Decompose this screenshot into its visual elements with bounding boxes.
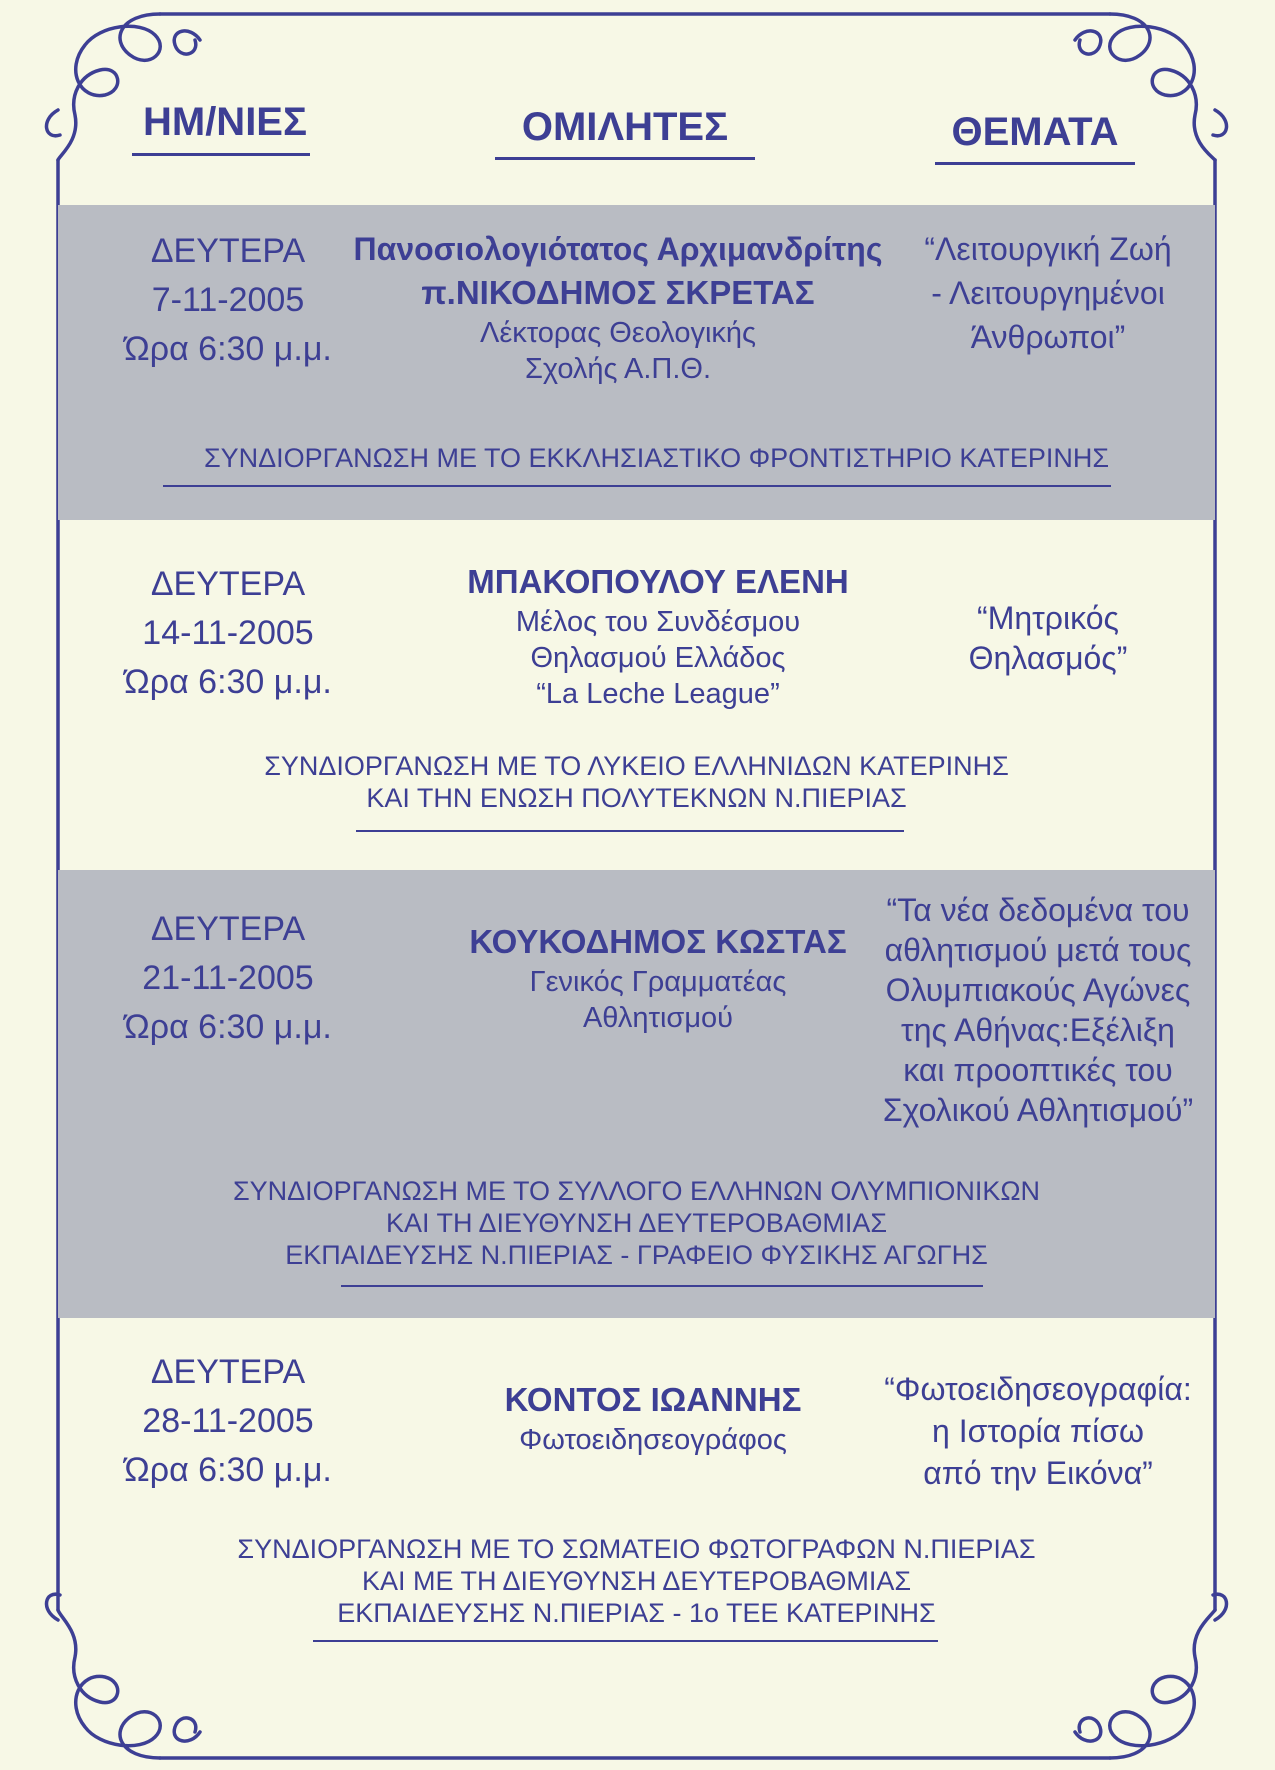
speaker-role-line: Λέκτορας Θεολογικής	[479, 317, 757, 349]
topic-line: Ολυμπιακούς Αγώνες	[885, 972, 1191, 1008]
header-dates-underline	[132, 153, 310, 156]
event-3	[58, 870, 1215, 1318]
topic-line: από την Εικόνα”	[923, 1455, 1153, 1491]
topic-line: της Αθήνας:Εξέλιξη	[901, 1012, 1175, 1048]
co-org-line: ΣΥΝΔΙΟΡΓΑΝΩΣΗ ΜΕ ΤΟ ΕΚΚΛΗΣΙΑΣΤΙΚΟ ΦΡΟΝΤΙΣΤΗΡΙΟ ΚΑΤΕΡΙΝΗΣ	[203, 443, 1110, 473]
event-speaker-block	[363, 1378, 943, 1458]
speaker-role-line: Γενικός Γραμματέας	[529, 966, 787, 998]
event-date-block	[88, 905, 368, 1052]
event-co-organizer	[58, 750, 1215, 814]
event-day: ΔΕΥΤΕΡΑ	[150, 1353, 306, 1391]
event-topic-block	[858, 1368, 1218, 1494]
event-divider	[341, 1285, 983, 1287]
event-topic-block	[868, 227, 1228, 359]
co-org-line: ΣΥΝΔΙΟΡΓΑΝΩΣΗ ΜΕ ΤΟ ΛΥΚΕΙΟ ΕΛΛΗΝΙΔΩΝ ΚΑΤΕΡΙΝΗΣ	[264, 751, 1009, 781]
event-divider	[313, 1640, 938, 1642]
speaker-role-line: Θηλασμού Ελλάδος	[530, 642, 786, 674]
topic-line: “Φωτοειδησεογραφία:	[884, 1371, 1192, 1407]
event-2	[58, 520, 1215, 870]
event-day: ΔΕΥΤΕΡΑ	[150, 565, 306, 603]
event-date: 28-11-2005	[142, 1402, 314, 1440]
event-day: ΔΕΥΤΕΡΑ	[150, 910, 306, 948]
speaker-role-line: “La Leche League”	[536, 678, 780, 710]
topic-line: “Τα νέα δεδομένα του	[886, 892, 1190, 928]
event-date: 7-11-2005	[151, 281, 305, 319]
event-day: ΔΕΥΤΕΡΑ	[150, 232, 306, 270]
event-time: Ώρα 6:30 μ.μ.	[124, 1451, 332, 1489]
event-1	[58, 205, 1215, 520]
event-date-block	[88, 1348, 368, 1495]
event-co-organizer	[58, 1175, 1215, 1271]
event-co-organizer	[78, 442, 1235, 474]
event-speaker-block	[368, 560, 948, 712]
speaker-title: Πανοσιολογιότατος Αρχιμανδρίτης	[353, 231, 883, 267]
topic-line: η Ιστορία πίσω	[932, 1413, 1144, 1449]
co-org-line: ΚΑΙ ΤΗ ΔΙΕΥΘΥΝΣΗ ΔΕΥΤΕΡΟΒΑΘΜΙΑΣ	[385, 1208, 888, 1238]
topic-line: “Μητρικός	[977, 600, 1119, 636]
topic-line: Άνθρωποι”	[970, 319, 1126, 355]
topic-line: Σχολικού Αθλητισμού”	[882, 1092, 1194, 1128]
topic-line: - Λειτουργημένοι	[931, 275, 1165, 311]
speaker-role-line: Σχολής Α.Π.Θ.	[524, 353, 712, 385]
header-speakers: ΟΜΙΛΗΤΕΣ	[521, 105, 729, 149]
co-org-line: ΣΥΝΔΙΟΡΓΑΝΩΣΗ ΜΕ ΤΟ ΣΩΜΑΤΕΙΟ ΦΩΤΟΓΡΑΦΩΝ Ν.ΠΙΕΡΙΑΣ	[237, 1534, 1036, 1564]
event-topic-block	[868, 598, 1228, 678]
event-co-organizer	[58, 1533, 1215, 1629]
event-topic-block	[858, 890, 1218, 1130]
event-date: 14-11-2005	[142, 614, 314, 652]
header-dates: ΗΜ/ΝΙΕΣ	[142, 100, 307, 144]
event-date-block	[88, 227, 368, 374]
speaker-name: π.ΝΙΚΟΔΗΜΟΣ ΣΚΡΕΤΑΣ	[421, 274, 815, 311]
co-org-line: ΚΑΙ ΤΗΝ ΕΝΩΣΗ ΠΟΛΥΤΕΚΝΩΝ Ν.ΠΙΕΡΙΑΣ	[366, 783, 907, 813]
event-date: 21-11-2005	[142, 959, 314, 997]
header-topics: ΘΕΜΑΤΑ	[951, 110, 1119, 154]
event-4	[58, 1318, 1215, 1638]
speaker-role-line: Αθλητισμού	[582, 1002, 734, 1034]
co-org-line: ΣΥΝΔΙΟΡΓΑΝΩΣΗ ΜΕ ΤΟ ΣΥΛΛΟΓΟ ΕΛΛΗΝΩΝ ΟΛΥΜΠΙΟΝΙΚΩΝ	[232, 1176, 1041, 1206]
co-org-line: ΕΚΠΑΙΔΕΥΣΗΣ Ν.ΠΙΕΡΙΑΣ - 1ο ΤΕΕ ΚΑΤΕΡΙΝΗΣ	[337, 1598, 936, 1628]
event-time: Ώρα 6:30 μ.μ.	[124, 663, 332, 701]
speaker-name: ΚΟΥΚΟΔΗΜΟΣ ΚΩΣΤΑΣ	[469, 923, 847, 960]
co-org-line: ΕΚΠΑΙΔΕΥΣΗΣ Ν.ΠΙΕΡΙΑΣ - ΓΡΑΦΕΙΟ ΦΥΣΙΚΗΣ ΑΓΩΓΗΣ	[285, 1240, 988, 1270]
co-org-line: ΚΑΙ ΜΕ ΤΗ ΔΙΕΥΘΥΝΣΗ ΔΕΥΤΕΡΟΒΑΘΜΙΑΣ	[361, 1566, 912, 1596]
event-divider	[356, 830, 904, 832]
event-speaker-block	[328, 227, 908, 387]
speaker-role-line: Φωτοειδησεογράφος	[519, 1424, 787, 1456]
speaker-name: ΚΟΝΤΟΣ ΙΩΑΝΝΗΣ	[504, 1381, 802, 1418]
event-time: Ώρα 6:30 μ.μ.	[124, 1008, 332, 1046]
speaker-role-line: Μέλος του Συνδέσμου	[515, 606, 801, 638]
topic-line: αθλητισμού μετά τους	[884, 932, 1192, 968]
topic-line: “Λειτουργική Ζωή	[924, 231, 1172, 267]
header-topics-underline	[935, 162, 1135, 165]
header-speakers-underline	[495, 157, 755, 160]
topic-line: Θηλασμός”	[968, 640, 1128, 676]
event-divider	[163, 485, 1111, 487]
topic-line: και προοπτικές του	[903, 1052, 1173, 1088]
event-date-block	[88, 560, 368, 707]
speaker-name: ΜΠΑΚΟΠΟΥΛΟΥ ΕΛΕΝΗ	[467, 563, 849, 600]
event-time: Ώρα 6:30 μ.μ.	[124, 330, 332, 368]
